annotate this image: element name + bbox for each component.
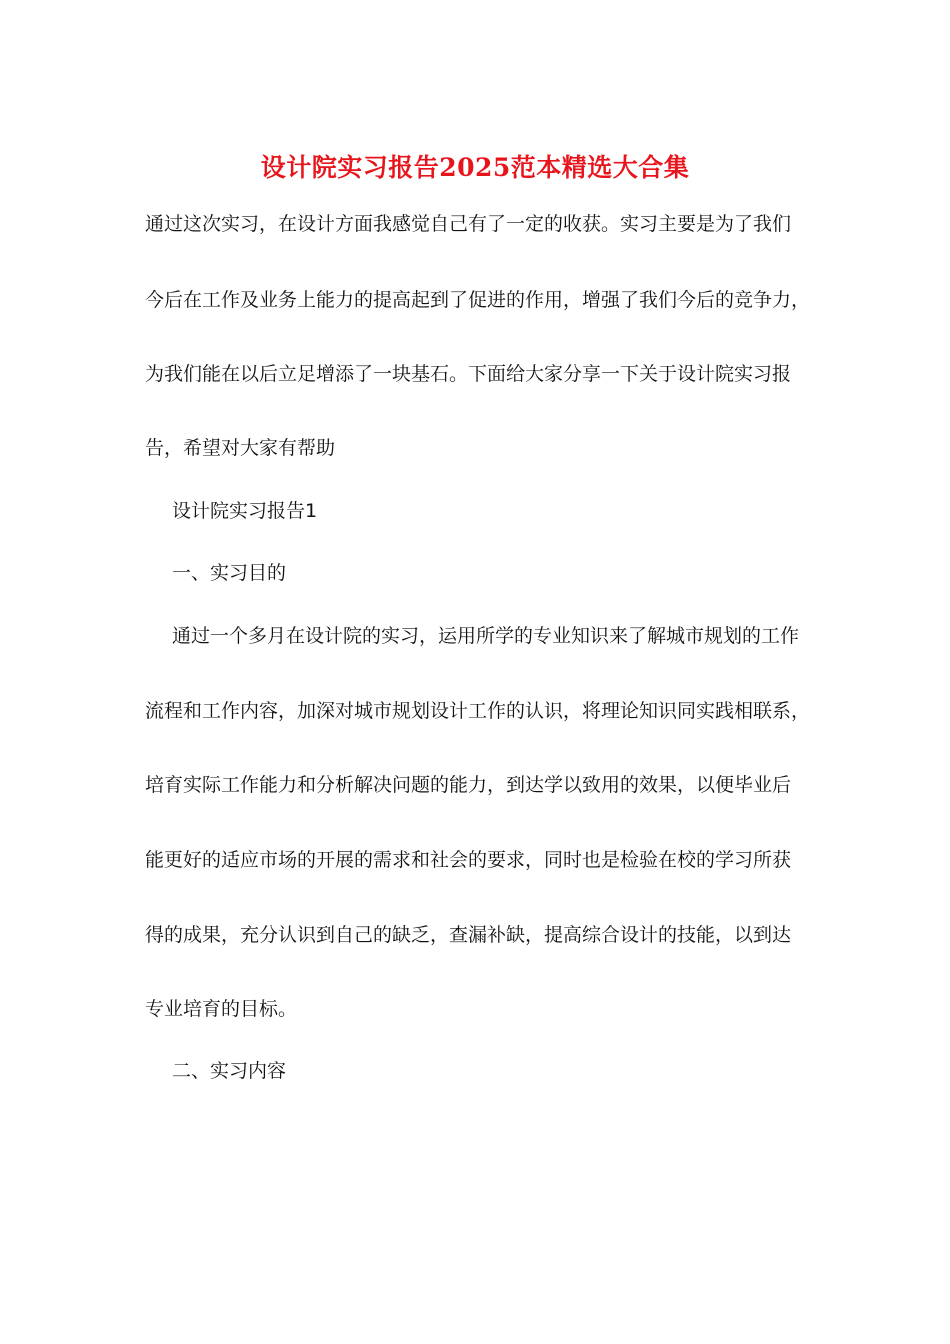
body-line: 流程和工作内容，加深对城市规划设计工作的认识，将理论知识同实践相联系， xyxy=(145,700,811,722)
heading-content: 二、实习内容 xyxy=(172,1060,287,1082)
heading-purpose: 一、实习目的 xyxy=(172,562,287,584)
body-line: 专业培育的目标。 xyxy=(145,998,298,1020)
intro-line: 告，希望对大家有帮助 xyxy=(145,437,336,459)
intro-line: 为我们能在以后立足增添了一块基石。下面给大家分享一下关于设计院实习报 xyxy=(145,363,792,385)
body-line: 培育实际工作能力和分析解决问题的能力，到达学以致用的效果，以便毕业后 xyxy=(145,774,792,796)
document-title: 设计院实习报告2025范本精选大合集 xyxy=(260,153,690,182)
body-line: 能更好的适应市场的开展的需求和社会的要求，同时也是检验在校的学习所获 xyxy=(145,849,792,871)
intro-line: 今后在工作及业务上能力的提高起到了促进的作用，增强了我们今后的竞争力， xyxy=(145,289,811,311)
body-line: 通过一个多月在设计院的实习，运用所学的专业知识来了解城市规划的工作 xyxy=(172,625,800,647)
intro-line: 通过这次实习，在设计方面我感觉自己有了一定的收获。实习主要是为了我们 xyxy=(145,213,792,235)
body-line: 得的成果，充分认识到自己的缺乏，查漏补缺，提高综合设计的技能，以到达 xyxy=(145,924,792,946)
section-title: 设计院实习报告1 xyxy=(172,500,318,522)
